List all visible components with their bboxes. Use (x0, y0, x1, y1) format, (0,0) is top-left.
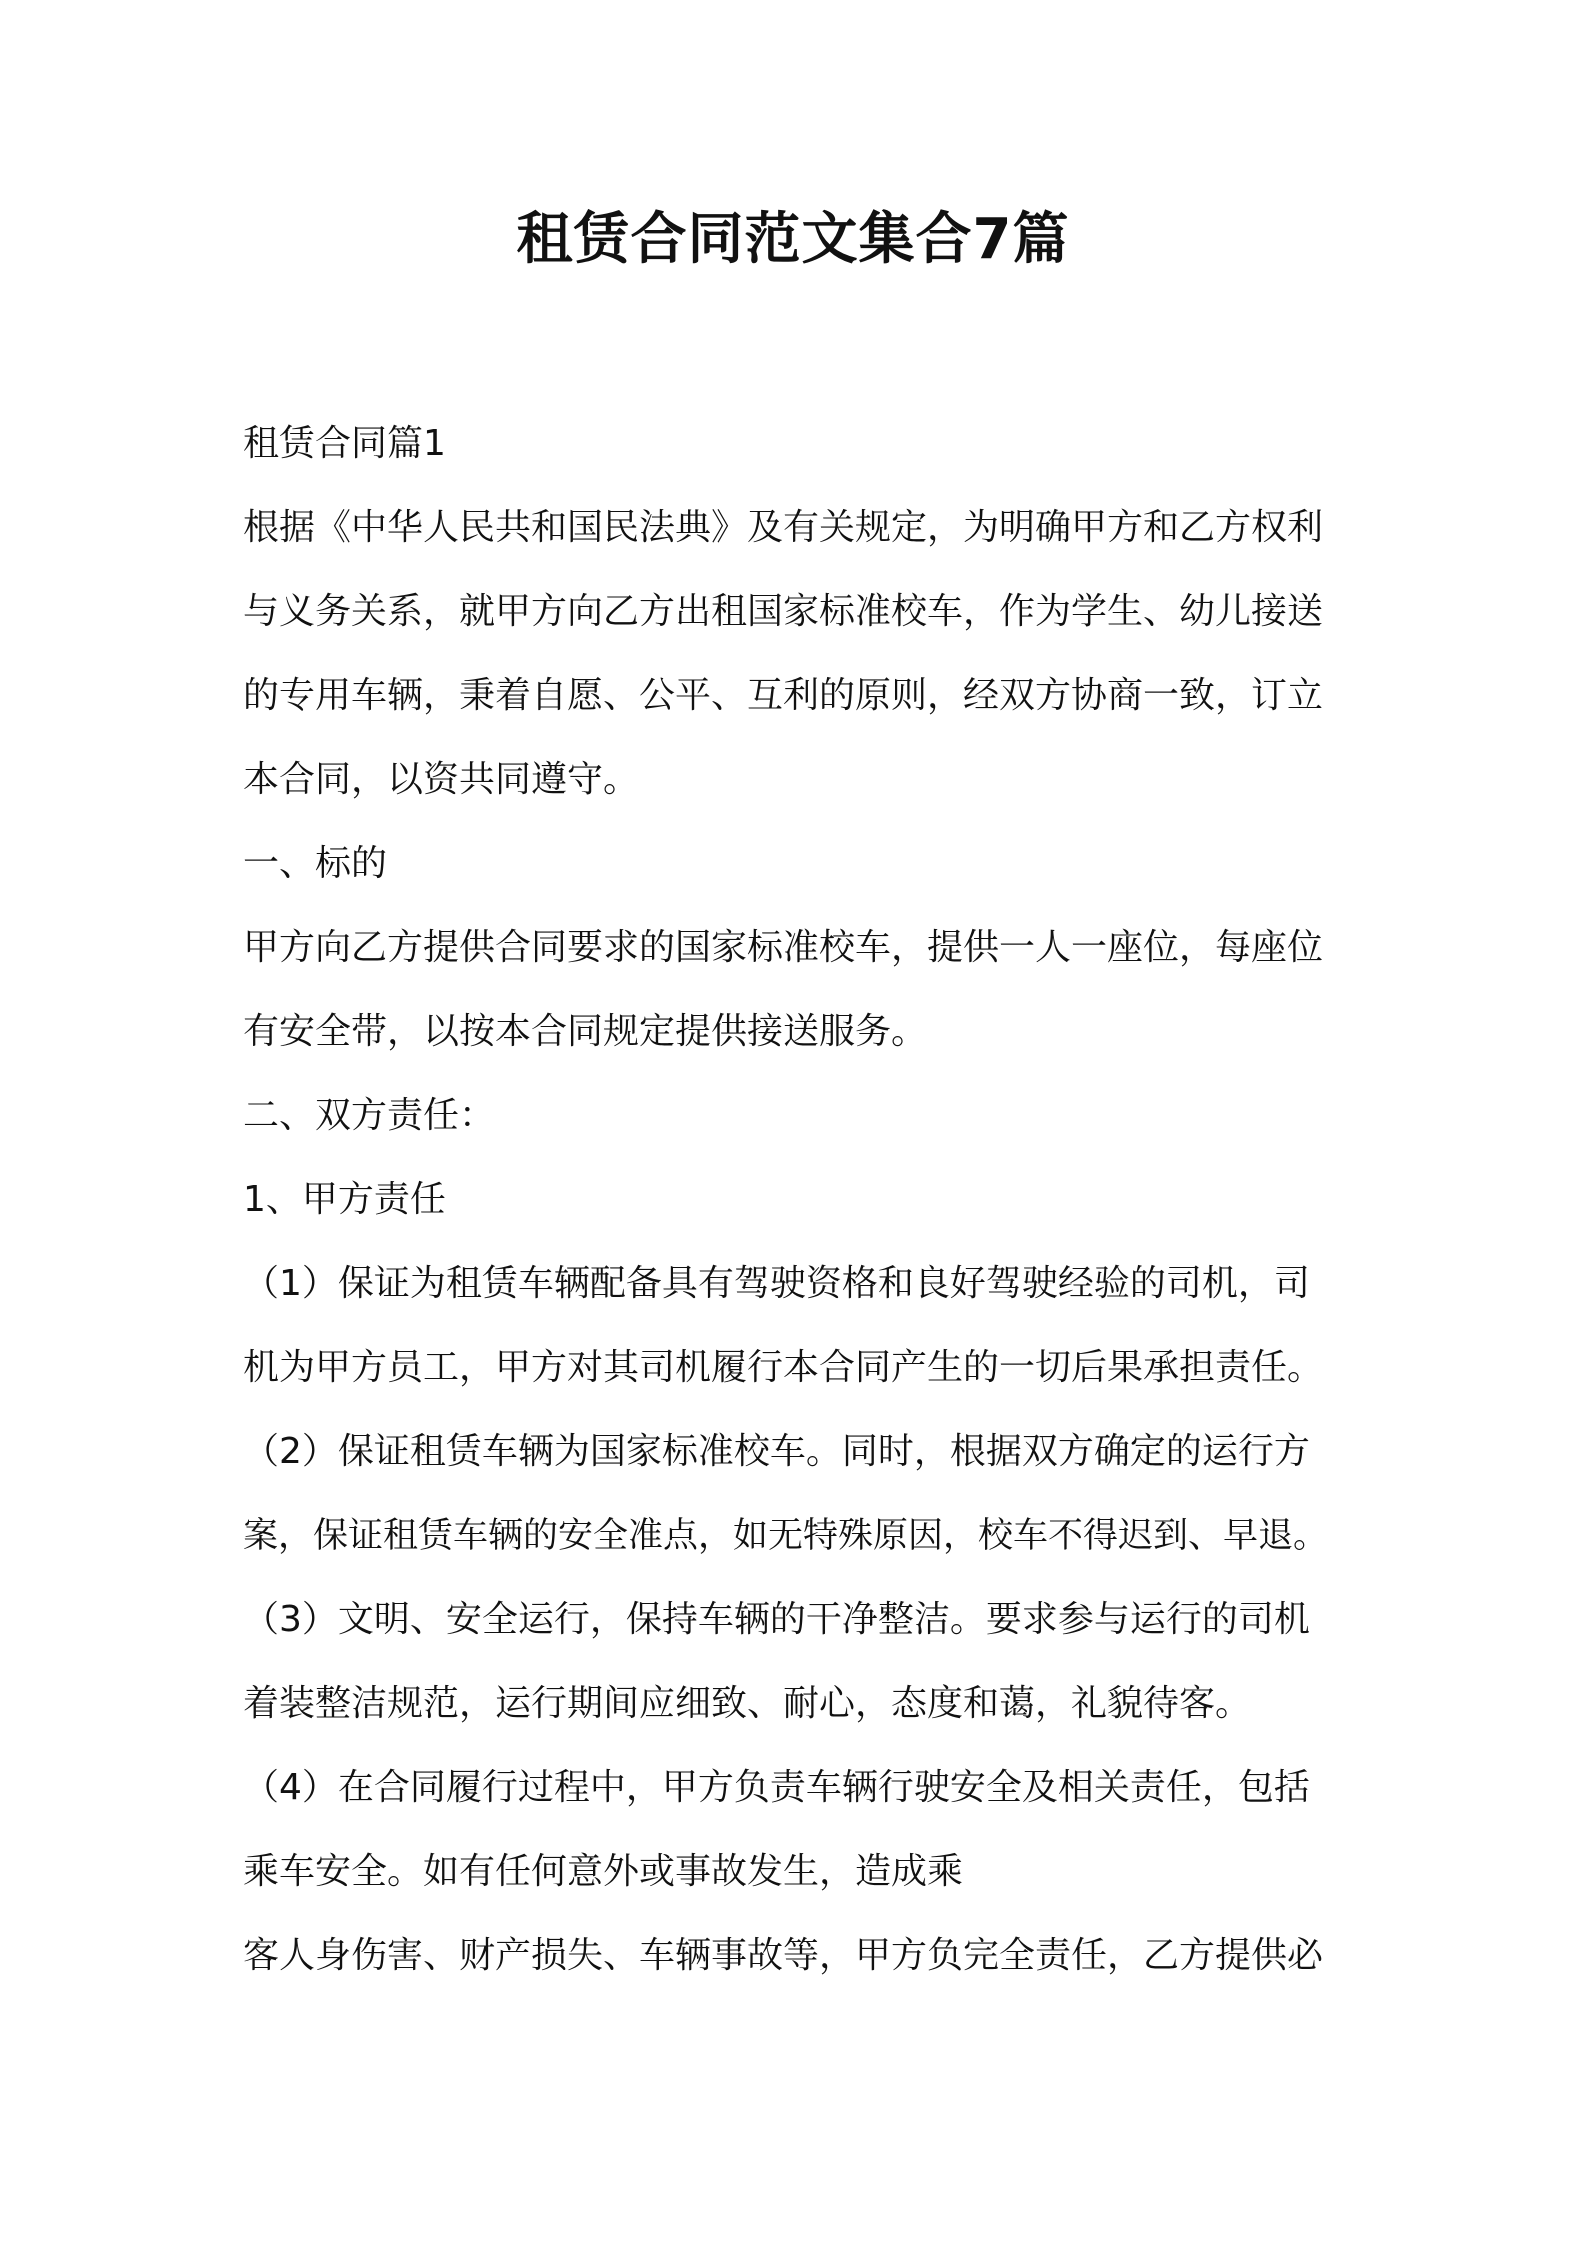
section-heading: 租赁合同篇1 (243, 423, 446, 464)
paragraph-line: 机为甲方员工，甲方对其司机履行本合同产生的一切后果承担责任。 (243, 1347, 1324, 1388)
document-body (243, 402, 1353, 1998)
paragraph-line: 的专用车辆，秉着自愿、公平、互利的原则，经双方协商一致，订立 (243, 675, 1324, 716)
paragraph-line: 根据《中华人民共和国民法典》及有关规定，为明确甲方和乙方权利 (243, 507, 1324, 548)
clause-heading: 二、双方责任： (243, 1095, 496, 1136)
paragraph-line: （3）文明、安全运行，保持车辆的干净整洁。要求参与运行的司机 (243, 1599, 1310, 1640)
paragraph-line: 有安全带，以按本合同规定提供接送服务。 (243, 1011, 928, 1052)
paragraph-line: 案，保证租赁车辆的安全准点，如无特殊原因，校车不得迟到、早退。 (243, 1516, 1329, 1556)
paragraph-line: （1）保证为租赁车辆配备具有驾驶资格和良好驾驶经验的司机，司 (243, 1263, 1310, 1304)
paragraph-line: 乘车安全。如有任何意外或事故发生，造成乘 (243, 1851, 964, 1892)
paragraph-line: （2）保证租赁车辆为国家标准校车。同时，根据双方确定的运行方 (243, 1431, 1310, 1472)
paragraph-line: 着装整洁规范，运行期间应细致、耐心，态度和蔼，礼貌待客。 (243, 1683, 1252, 1724)
paragraph-line: 甲方向乙方提供合同要求的国家标准校车，提供一人一座位，每座位 (243, 927, 1324, 968)
paragraph-line: （4）在合同履行过程中，甲方负责车辆行驶安全及相关责任，包括 (243, 1767, 1310, 1808)
subclause-heading: 1、甲方责任 (243, 1179, 446, 1220)
paragraph-line: 客人身伤害、财产损失、车辆事故等，甲方负完全责任，乙方提供必 (243, 1935, 1324, 1976)
document-title: 租赁合同范文集合7篇 (516, 207, 1070, 272)
clause-heading: 一、标的 (243, 843, 388, 884)
paragraph-line: 本合同，以资共同遵守。 (243, 759, 640, 800)
paragraph-line: 与义务关系，就甲方向乙方出租国家标准校车，作为学生、幼儿接送 (243, 591, 1324, 632)
